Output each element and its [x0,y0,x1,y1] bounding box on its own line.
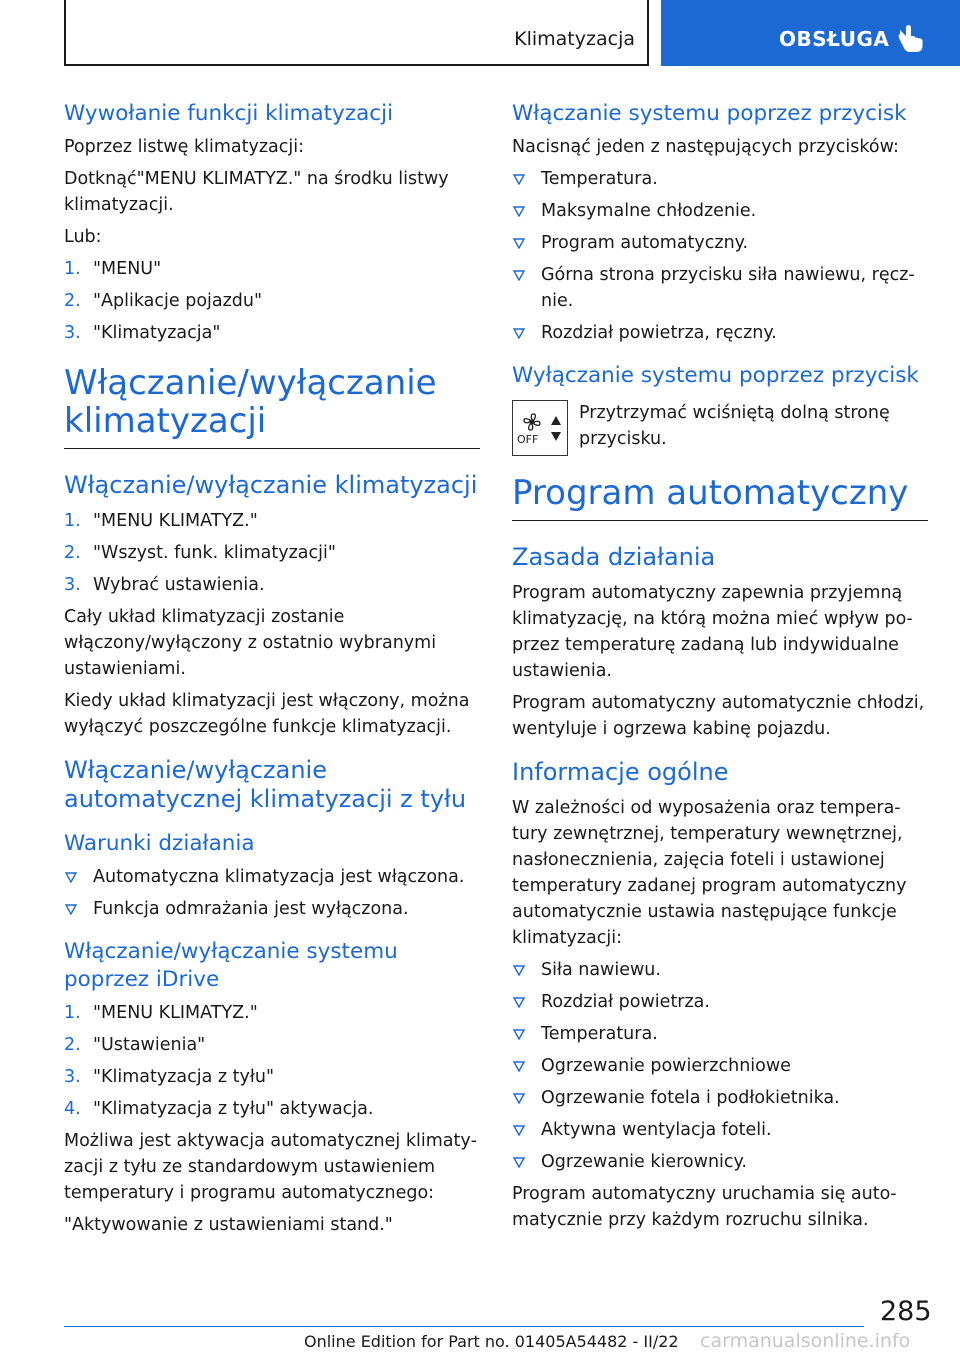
subheading-general-info: Informacje ogólne [512,758,729,786]
paragraph-auto-intro: Program automatyczny zapewnia przyjemną klimatyzację, na którą można mieć wpływ poprzez temperaturę zadaną lub indywidualne ustawienia. [512,583,913,681]
list-item: Temperatura. [512,1021,928,1047]
footer-edition: Online Edition for Part no. 01405A54482 - II/22 [304,1332,679,1351]
paragraph-general: W zależności od wyposażenia oraz temperatury zewnętrznej, temperatury wewnętrznej, nasłonecznienia, zajęcia foteli i ustawionej temperatury zadanej program automatyczny automatycznie ustawia następujące funkcje klimatyzacji: [512,798,907,948]
list-item: Aktywna wentylacja foteli. [512,1117,928,1143]
off-label: OFF [517,433,539,446]
list-item: Rozdział powietrza. [512,989,928,1015]
list-item: Ogrzewanie fotela i podłokietnika. [512,1085,928,1111]
paragraph-auto-start: Program automatyczny uruchamia się automatycznie przy każdym rozruchu silnika. [512,1184,897,1230]
heading-off-button: Wyłączanie systemu poprzez przycisk [512,363,919,388]
list-item: Rozdział powietrza, ręczny. [512,320,928,346]
list-item: 2. "Wszyst. funk. klimatyzacji" [64,543,336,563]
list-item: Automatyczna klimatyzacja jest włączona. [64,864,480,890]
triangle-bullet-icon [513,1157,525,1168]
subheading-onoff-climate: Włączanie/wyłączanie klimatyzacji [64,471,478,499]
list-item: 3. Wybrać ustawienia. [64,575,265,595]
list-item: Maksymalne chłodzenie. [512,198,928,224]
header-chapter-box [64,0,649,66]
triangle-bullet-icon [513,328,525,339]
off-button-instruction [512,400,928,456]
paragraph-activate-standard: "Aktywowanie z ustawieniami stand." [64,1215,393,1235]
list-item: 3. "Klimatyzacja" [64,323,221,343]
page-number: 285 [880,1296,932,1327]
right-column [512,100,928,1239]
fan-icon [519,413,545,431]
buttons-list [512,166,928,346]
paragraph-touch-menu: Dotknąć"MENU KLIMATYZ." na środku listwy klimatyzacji. [64,169,449,215]
paragraph-individual-functions: Kiedy układ klimatyzacji jest włączony, można wyłączyć poszczególne funkcje klimatyzacji. [64,691,470,737]
triangle-bullet-icon [513,1093,525,1104]
list-item: 1. "MENU KLIMATYZ." [64,1003,258,1023]
list-item: Ogrzewanie kierownicy. [512,1149,928,1175]
heading-idrive: Włączanie/wyłączanie systemu poprzez iDrive [64,939,398,992]
section-label: OBSŁUGA [779,27,890,51]
pointing-hand-icon [897,24,925,54]
heading-auto-program: Program automatyczny [512,474,928,521]
paragraph-whole-system: Cały układ klimatyzacji zostanie włączony/wyłączony z ostatnio wybranymi ustawieniami. [64,607,437,679]
steps-list-menu [64,256,480,346]
paragraph-press-buttons: Nacisnąć jeden z następujących przycisków: [512,137,899,157]
triangle-bullet-icon [513,965,525,976]
list-item: 3. "Klimatyzacja z tyłu" [64,1067,274,1087]
triangle-bullet-icon [513,997,525,1008]
list-item: 4. "Klimatyzacja z tyłu" aktywacja. [64,1099,374,1119]
header-section-tab [661,0,960,66]
heading-on-button: Włączanie systemu poprzez przycisk [512,101,907,126]
triangle-bullet-icon [513,174,525,185]
footer-divider [64,1326,864,1327]
triangle-bullet-icon [513,270,525,281]
list-item: Ogrzewanie powierzchniowe [512,1053,928,1079]
heading-call-functions: Wywołanie funkcji klimatyzacji [64,101,394,126]
list-item: Siła nawiewu. [512,957,928,983]
list-item: Temperatura. [512,166,928,192]
paragraph-auto-cools: Program automatyczny automatycznie chłodzi, wentyluje i ogrzewa kabinę pojazdu. [512,693,925,739]
subheading-rear-climate: Włączanie/wyłączanie automatycznej klimatyzacji z tyłu [64,756,467,813]
triangle-bullet-icon [513,1125,525,1136]
fan-off-button-illustration [512,400,568,456]
paragraph-hold-button: Przytrzymać wciśniętą dolną stronę przycisku. [579,403,890,449]
triangle-bullet-icon [513,238,525,249]
conditions-list [64,864,480,922]
paragraph-via-bar: Poprzez listwę klimatyzacji: [64,137,304,157]
subheading-principle: Zasada działania [512,543,716,571]
list-item: Górna strona przycisku siła nawiewu, ręcznie. [512,262,928,314]
triangle-bullet-icon [513,1029,525,1040]
list-item: Funkcja odmrażania jest wyłączona. [64,896,480,922]
steps-list-onoff [64,508,480,598]
triangle-bullet-icon [65,904,77,915]
triangle-bullet-icon [513,1061,525,1072]
list-item: 1. "MENU KLIMATYZ." [64,511,258,531]
list-item: 1. "MENU" [64,259,162,279]
heading-onoff-climate: Włączanie/wyłączanie klimatyzacji [64,364,480,449]
chapter-title: Klimatyzacja [514,28,635,50]
heading-conditions: Warunki działania [64,831,255,856]
list-item: 2. "Ustawienia" [64,1035,206,1055]
list-item: 2. "Aplikacje pojazdu" [64,291,263,311]
triangle-bullet-icon [65,872,77,883]
paragraph-rear-activation: Możliwa jest aktywacja automatycznej klimatyzacji z tyłu ze standardowym ustawieniem temperatury i programu automatycznego: [64,1131,478,1203]
up-down-arrows-icon [550,415,562,443]
paragraph-or: Lub: [64,227,102,247]
left-column [64,100,480,1244]
list-item: Program automatyczny. [512,230,928,256]
steps-list-idrive [64,1000,480,1122]
watermark-text: carmanualsonline.info [700,1330,911,1352]
auto-functions-list [512,957,928,1175]
triangle-bullet-icon [513,206,525,217]
